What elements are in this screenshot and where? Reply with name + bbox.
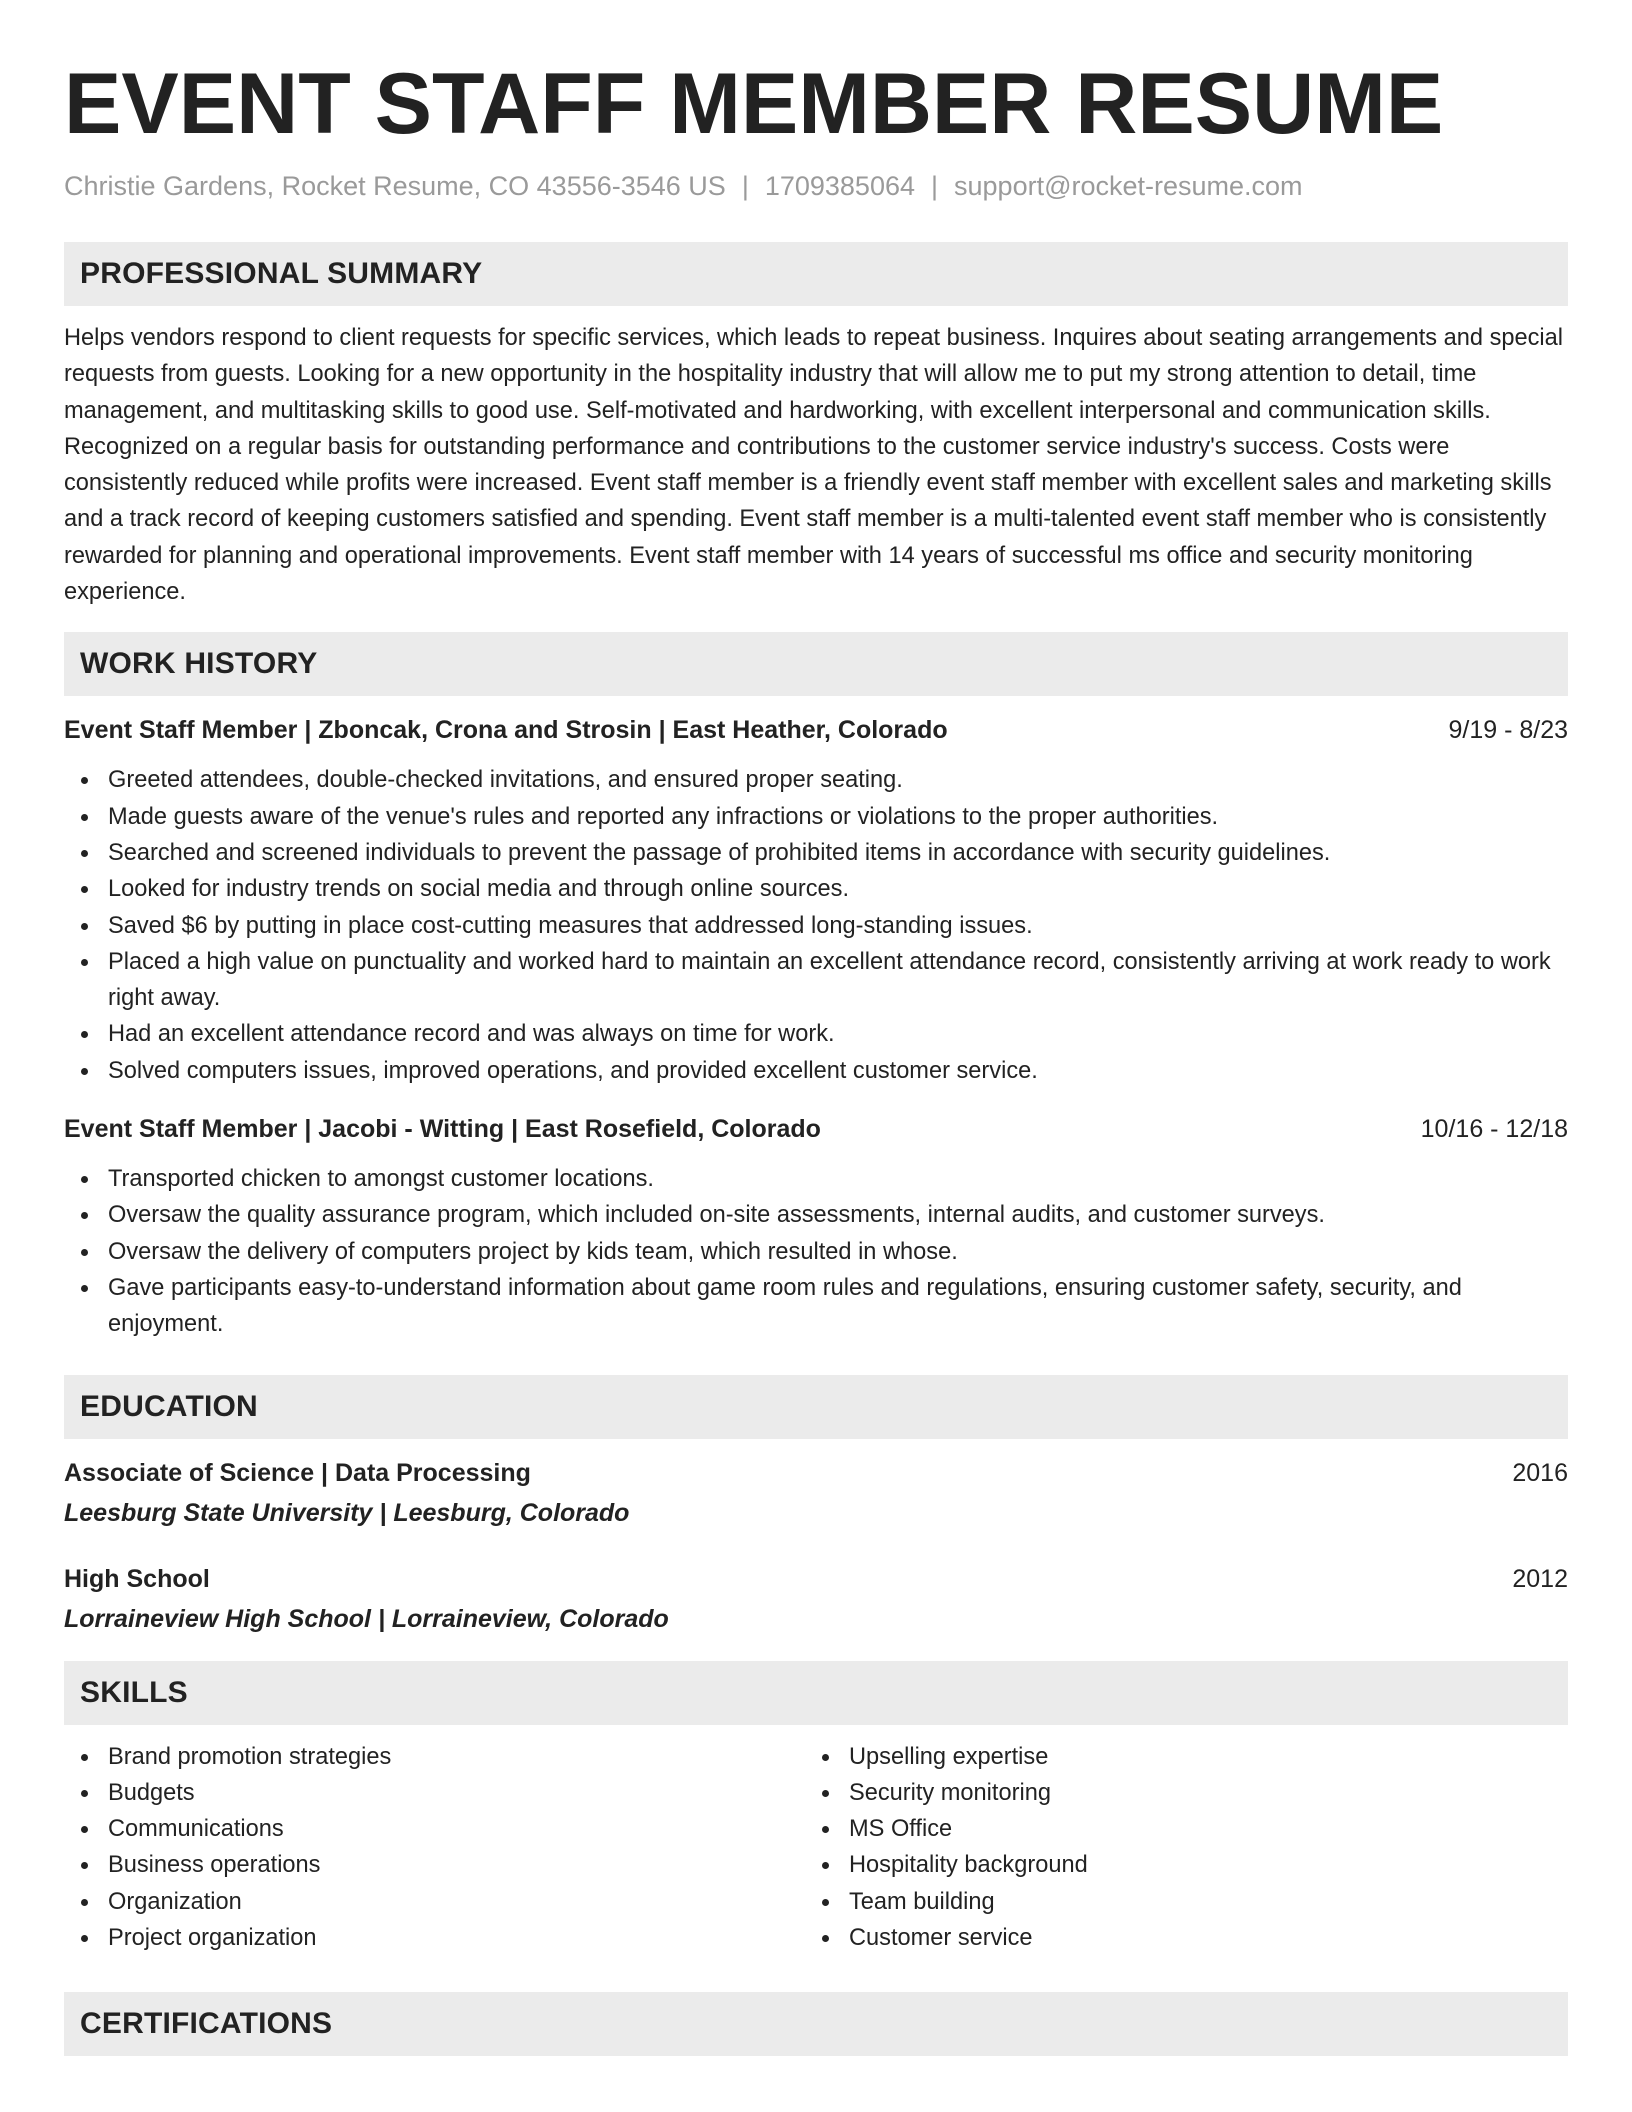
skill-item: Budgets <box>64 1775 805 1811</box>
section-header-certifications: CERTIFICATIONS <box>64 1992 1568 2056</box>
section-header-skills: SKILLS <box>64 1661 1568 1725</box>
job-bullet: Solved computers issues, improved operations, and provided excellent customer service. <box>64 1053 1568 1089</box>
resume-title: EVENT STAFF MEMBER RESUME <box>64 56 1444 152</box>
contact-separator: | <box>931 171 939 201</box>
skill-item: Hospitality background <box>805 1847 1546 1883</box>
education-entry <box>64 1561 1568 1637</box>
skill-item: Team building <box>805 1884 1546 1920</box>
job-bullet: Saved $6 by putting in place cost-cutting measures that addressed long-standing issues. <box>64 908 1568 944</box>
section-header-education: EDUCATION <box>64 1375 1568 1439</box>
job-header <box>64 1111 1568 1147</box>
education-degree: Associate of Science | Data Processing <box>64 1458 531 1487</box>
education-year: 2016 <box>1512 1458 1568 1487</box>
skills-column-right <box>805 1739 1546 1957</box>
job-header <box>64 712 1568 748</box>
job-bullets <box>64 762 1568 1089</box>
job-bullet: Oversaw the quality assurance program, which included on-site assessments, internal audits, and customer surveys. <box>64 1197 1568 1233</box>
job-bullets <box>64 1161 1568 1342</box>
skill-item: Brand promotion strategies <box>64 1739 805 1775</box>
contact-email: support@rocket-resume.com <box>954 171 1303 201</box>
job-bullet: Oversaw the delivery of computers project by kids team, which resulted in whose. <box>64 1234 1568 1270</box>
section-header-summary: PROFESSIONAL SUMMARY <box>64 242 1568 306</box>
job-bullet: Had an excellent attendance record and was always on time for work. <box>64 1016 1568 1052</box>
contact-phone: 1709385064 <box>764 171 915 201</box>
skills-list <box>64 1739 805 1957</box>
skills-grid <box>64 1739 1568 1957</box>
skill-item: Communications <box>64 1811 805 1847</box>
education-degree: High School <box>64 1564 210 1593</box>
education-entry <box>64 1455 1568 1531</box>
job-bullet: Searched and screened individuals to prevent the passage of prohibited items in accordance with security guidelines. <box>64 835 1568 871</box>
job-bullet: Gave participants easy-to-understand information about game room rules and regulations, ensuring customer safety, security, and enjoyment. <box>64 1270 1568 1343</box>
resume-page <box>64 56 1568 2056</box>
skill-item: Upselling expertise <box>805 1739 1546 1775</box>
education-header <box>64 1455 1568 1491</box>
education-header <box>64 1561 1568 1597</box>
skill-item: Organization <box>64 1884 805 1920</box>
section-header-work-history: WORK HISTORY <box>64 632 1568 696</box>
job-title: Event Staff Member | Zboncak, Crona and Strosin | East Heather, Colorado <box>64 716 948 745</box>
job-bullet: Transported chicken to amongst customer locations. <box>64 1161 1568 1197</box>
skill-item: MS Office <box>805 1811 1546 1847</box>
job-entry <box>64 1111 1568 1342</box>
skills-column-left <box>64 1739 805 1957</box>
skills-list <box>805 1739 1546 1957</box>
job-bullet: Looked for industry trends on social media and through online sources. <box>64 871 1568 907</box>
job-dates: 9/19 - 8/23 <box>1448 716 1568 745</box>
skill-item: Business operations <box>64 1847 805 1883</box>
skill-item: Customer service <box>805 1920 1546 1956</box>
summary-text: Helps vendors respond to client requests for specific services, which leads to repeat business. Inquires about seating arrangements and special requests from guests. Looking for a new opportunity in the hospitality industry that will allow me to put my strong attention to detail, time management, and multitasking skills to good use. Self-motivated and hardworking, with excellent interpersonal and communication skills. Recognized on a regular basis for outstanding performance and contributions to the customer service industry's success. Costs were consistently reduced while profits were increased. Event staff member is a friendly event staff member with excellent sales and marketing skills and a track record of keeping customers satisfied and spending. Event staff member is a multi-talented event staff member who is consistently rewarded for planning and operational improvements. Event staff member with 14 years of successful ms office and security monitoring experience. <box>64 325 1564 606</box>
education-year: 2012 <box>1512 1564 1568 1593</box>
education-school: Lorraineview High School | Lorraineview, Colorado <box>64 1604 669 1633</box>
skill-item: Project organization <box>64 1920 805 1956</box>
skill-item: Security monitoring <box>805 1775 1546 1811</box>
job-bullet: Placed a high value on punctuality and worked hard to maintain an excellent attendance record, consistently arriving at work ready to work right away. <box>64 944 1568 1017</box>
job-title: Event Staff Member | Jacobi - Witting | East Rosefield, Colorado <box>64 1115 821 1144</box>
contact-separator: | <box>741 171 749 201</box>
contact-address: Christie Gardens, Rocket Resume, CO 43556-3546 US <box>64 171 726 201</box>
job-bullet: Made guests aware of the venue's rules and reported any infractions or violations to the proper authorities. <box>64 799 1568 835</box>
education-school: Leesburg State University | Leesburg, Colorado <box>64 1498 630 1527</box>
job-dates: 10/16 - 12/18 <box>1420 1115 1568 1144</box>
job-entry <box>64 712 1568 1089</box>
contact-line <box>64 168 1568 204</box>
job-bullet: Greeted attendees, double-checked invitations, and ensured proper seating. <box>64 762 1568 798</box>
